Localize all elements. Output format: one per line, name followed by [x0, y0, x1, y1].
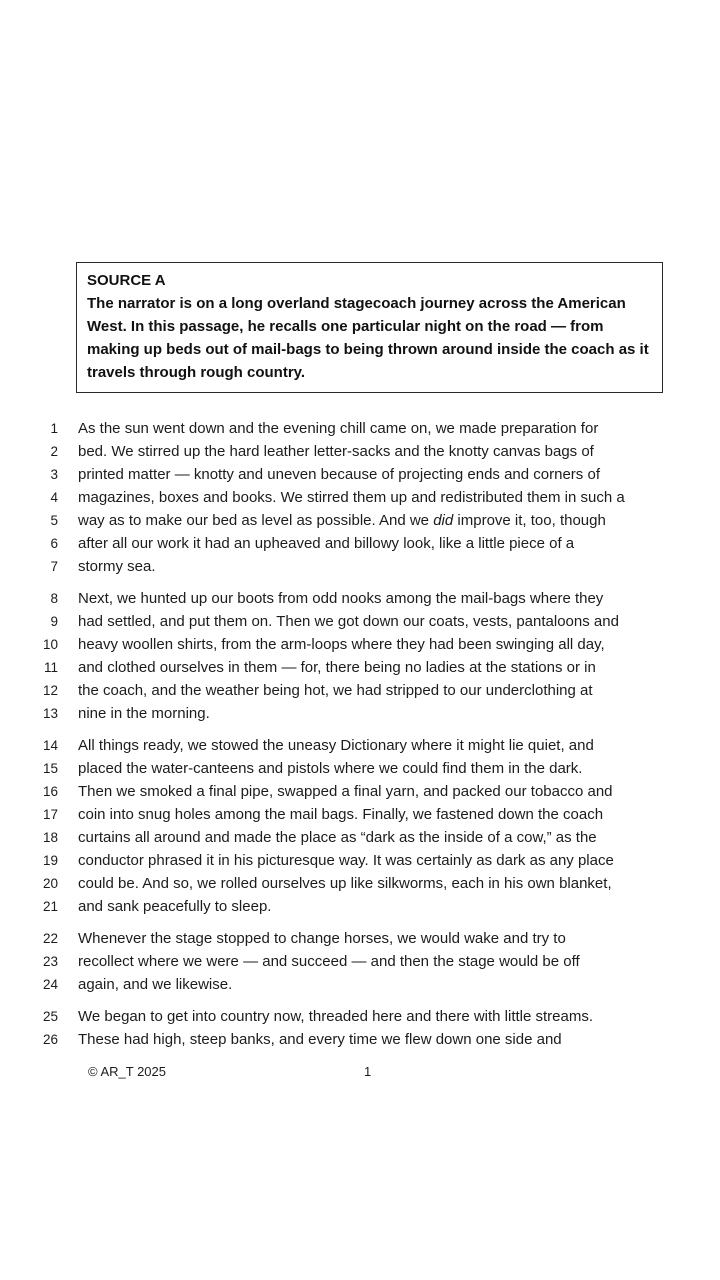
line-number: 1: [50, 421, 58, 436]
line-number: 11: [43, 660, 58, 675]
line-text: could be. And so, we rolled ourselves up like silkworms, each in his own blanket,: [78, 875, 612, 892]
passage-line: [0, 872, 720, 895]
paragraph: [0, 927, 720, 996]
line-text: magazines, boxes and books. We stirred them up and redistributed them in such a: [78, 489, 625, 506]
passage-line: [0, 895, 720, 918]
passage-line: [0, 463, 720, 486]
line-text: and sank peacefully to sleep.: [78, 898, 272, 915]
passage-line: [0, 440, 720, 463]
line-text: bed. We stirred up the hard leather letter-sacks and the knotty canvas bags of: [78, 443, 594, 460]
passage-line: [0, 950, 720, 973]
paragraph: [0, 587, 720, 725]
source-box-description-line: The narrator is on a long overland stagecoach journey across the American: [87, 295, 626, 312]
passage-line: [0, 973, 720, 996]
line-text: As the sun went down and the evening chill came on, we made preparation for: [78, 420, 599, 437]
line-number: 19: [42, 853, 58, 868]
passage-line: [0, 757, 720, 780]
line-number: 20: [42, 876, 58, 891]
passage-line: [0, 849, 720, 872]
line-number: 17: [42, 807, 58, 822]
line-text: Whenever the stage stopped to change horses, we would wake and try to: [78, 930, 566, 947]
line-number: 12: [42, 683, 58, 698]
passage-line: [0, 486, 720, 509]
line-number: 9: [50, 614, 58, 629]
line-number: 7: [50, 559, 58, 574]
line-text: Then we smoked a final pipe, swapped a final yarn, and packed our tobacco and: [78, 783, 613, 800]
line-number: 14: [42, 738, 58, 753]
line-number: 3: [50, 467, 58, 482]
passage-line: [0, 532, 720, 555]
line-text-segment: improve it, too, though: [453, 512, 606, 529]
line-number: 23: [42, 954, 58, 969]
paragraph: [0, 734, 720, 918]
line-text: recollect where we were — and succeed — and then the stage would be off: [78, 953, 580, 970]
line-number: 8: [50, 591, 58, 606]
passage-line: [0, 734, 720, 757]
line-number: 24: [42, 977, 58, 992]
line-number: 2: [50, 444, 58, 459]
paragraph: [0, 1005, 720, 1051]
line-number: 5: [50, 513, 58, 528]
passage-line: [0, 927, 720, 950]
line-number: 21: [42, 899, 58, 914]
line-text: Next, we hunted up our boots from odd nooks among the mail-bags where they: [78, 590, 604, 607]
passage-line: [0, 826, 720, 849]
line-number: 6: [50, 536, 58, 551]
passage-line: [0, 633, 720, 656]
line-text-italic-segment: did: [433, 512, 454, 529]
line-text: and clothed ourselves in them — for, there being no ladies at the stations or in: [78, 659, 596, 676]
passage-line: [0, 656, 720, 679]
line-number: 13: [42, 706, 58, 721]
passage-line: [0, 803, 720, 826]
source-box-label: SOURCE A: [87, 272, 166, 289]
line-number: 15: [42, 761, 58, 776]
line-text: All things ready, we stowed the uneasy Dictionary where it might lie quiet, and: [78, 737, 594, 754]
line-text: after all our work it had an upheaved and billowy look, like a little piece of a: [78, 535, 575, 552]
line-number: 16: [42, 784, 58, 799]
line-number: 4: [50, 490, 58, 505]
line-text: conductor phrased it in his picturesque way. It was certainly as dark as any place: [78, 852, 614, 869]
passage-line: [0, 1028, 720, 1051]
line-number: 22: [42, 931, 58, 946]
line-text: again, and we likewise.: [78, 976, 233, 993]
passage-line: [0, 1005, 720, 1028]
passage-line: [0, 679, 720, 702]
passage-line: [0, 509, 720, 532]
passage: [0, 417, 720, 1060]
page-footer: [0, 1064, 720, 1084]
footer-page-number: 1: [364, 1064, 372, 1079]
line-number: 10: [42, 637, 58, 652]
line-text-segment: way as to make our bed as level as possible. And we: [78, 512, 434, 529]
source-box-description: [87, 292, 652, 384]
line-text: placed the water-canteens and pistols where we could find them in the dark.: [78, 760, 583, 777]
line-number: 26: [42, 1032, 58, 1047]
passage-line: [0, 555, 720, 578]
line-text: curtains all around and made the place as “dark as the inside of a cow,” as the: [78, 829, 597, 846]
line-text: printed matter — knotty and uneven because of projecting ends and corners of: [78, 466, 600, 483]
source-box-description-line: West. In this passage, he recalls one particular night on the road — from: [87, 318, 604, 335]
passage-line: [0, 610, 720, 633]
line-text: [58, 509, 720, 532]
paragraph: [0, 417, 720, 578]
line-text: coin into snug holes among the mail bags. Finally, we fastened down the coach: [78, 806, 604, 823]
line-text: These had high, steep banks, and every time we flew down one side and: [78, 1031, 562, 1048]
line-text: stormy sea.: [78, 558, 156, 575]
source-box: [76, 262, 663, 393]
source-box-description-line: travels through rough country.: [87, 364, 306, 381]
footer-copyright: © AR_T 2025: [88, 1064, 166, 1079]
line-number: 25: [42, 1009, 58, 1024]
passage-line: [0, 702, 720, 725]
passage-line: [0, 587, 720, 610]
line-number: 18: [42, 830, 58, 845]
line-text: the coach, and the weather being hot, we had stripped to our underclothing at: [78, 682, 593, 699]
line-text: We began to get into country now, threaded here and there with little streams.: [78, 1008, 594, 1025]
passage-line: [0, 417, 720, 440]
line-text: heavy woollen shirts, from the arm-loops where they had been swinging all day,: [78, 636, 605, 653]
line-text: had settled, and put them on. Then we got down our coats, vests, pantaloons and: [78, 613, 619, 630]
line-text: nine in the morning.: [78, 705, 210, 722]
passage-line: [0, 780, 720, 803]
source-box-description-line: making up beds out of mail-bags to being thrown around inside the coach as it: [87, 341, 649, 358]
